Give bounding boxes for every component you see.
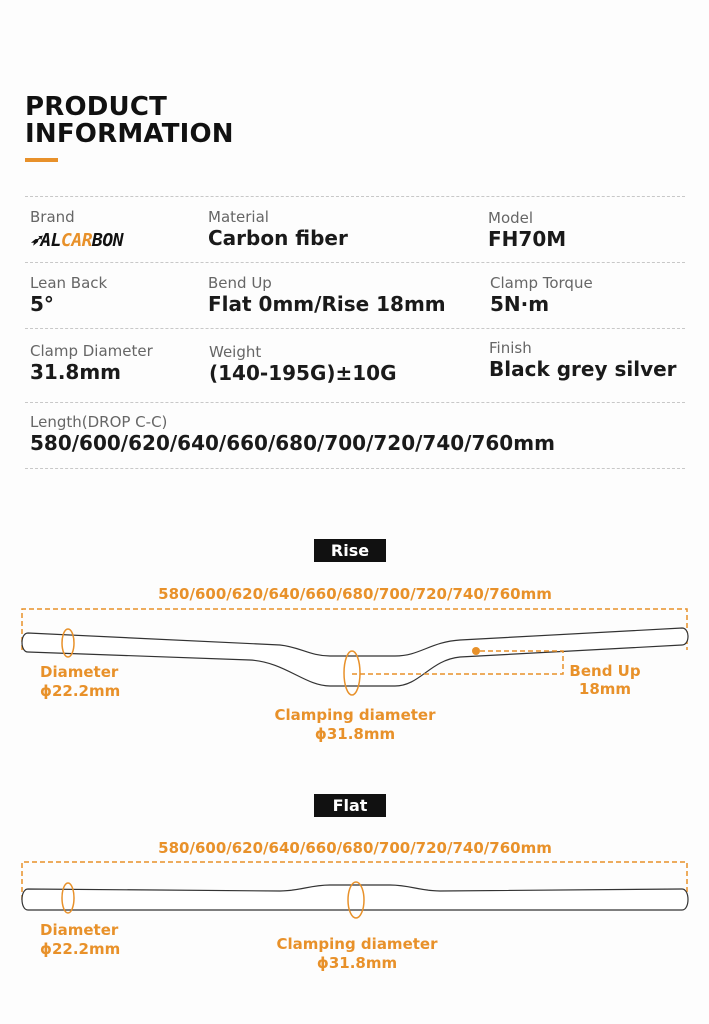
title-line-1: PRODUCT bbox=[25, 92, 168, 122]
clamp-value: ϕ31.8mm bbox=[314, 725, 396, 743]
diameter-value: ϕ22.2mm bbox=[40, 682, 121, 700]
flat-length-label: 580/600/620/640/660/680/700/720/740/760mm bbox=[158, 839, 552, 857]
rise-diagram bbox=[22, 585, 688, 743]
flat-tag: Flat bbox=[314, 794, 386, 817]
spec-value: Black grey silver bbox=[489, 357, 677, 381]
rise-length-label: 580/600/620/640/660/680/700/720/740/760mm bbox=[158, 585, 552, 603]
flat-handlebar-shape bbox=[22, 885, 688, 910]
spec-label: Weight bbox=[209, 343, 262, 361]
logo-text: BON bbox=[92, 230, 124, 251]
spec-label: Model bbox=[488, 209, 534, 227]
title-line-2: INFORMATION bbox=[25, 119, 234, 149]
diameter-label: Diameter bbox=[40, 921, 119, 939]
logo-text: CAR bbox=[61, 230, 93, 251]
spec-value: 31.8mm bbox=[30, 360, 122, 384]
spec-label: Length(DROP C-C) bbox=[30, 413, 168, 431]
spec-value: 5° bbox=[30, 292, 54, 316]
spec-value: Carbon fiber bbox=[208, 226, 348, 250]
spec-value: FH70M bbox=[488, 227, 567, 251]
spec-label: Lean Back bbox=[30, 274, 108, 292]
clamp-value: ϕ31.8mm bbox=[316, 954, 398, 972]
spec-value: (140-195G)±10G bbox=[209, 361, 397, 385]
clamp-label: Clamping diameter bbox=[274, 706, 436, 724]
logo-text: AL bbox=[40, 230, 62, 251]
spec-label: Brand bbox=[30, 208, 75, 226]
clamp-label: Clamping diameter bbox=[276, 935, 438, 953]
rise-tag: Rise bbox=[314, 539, 386, 562]
diameter-value: ϕ22.2mm bbox=[40, 940, 121, 958]
spec-label: Material bbox=[208, 208, 269, 226]
logo-wing-icon: ➶ bbox=[30, 230, 41, 251]
diameter-label: Diameter bbox=[40, 663, 119, 681]
bend-value: 18mm bbox=[578, 680, 632, 698]
spec-value: 5N·m bbox=[490, 292, 550, 316]
bend-point-icon bbox=[472, 647, 480, 655]
flat-diagram bbox=[22, 839, 688, 972]
spec-label: Clamp Torque bbox=[490, 274, 593, 292]
spec-value: Flat 0mm/Rise 18mm bbox=[208, 292, 446, 316]
spec-label: Clamp Diameter bbox=[30, 342, 153, 360]
spec-label: Bend Up bbox=[208, 274, 272, 292]
bend-label: Bend Up bbox=[569, 662, 641, 680]
spec-value: 580/600/620/640/660/680/700/720/740/760mm bbox=[30, 431, 555, 455]
spec-label: Finish bbox=[489, 339, 532, 357]
